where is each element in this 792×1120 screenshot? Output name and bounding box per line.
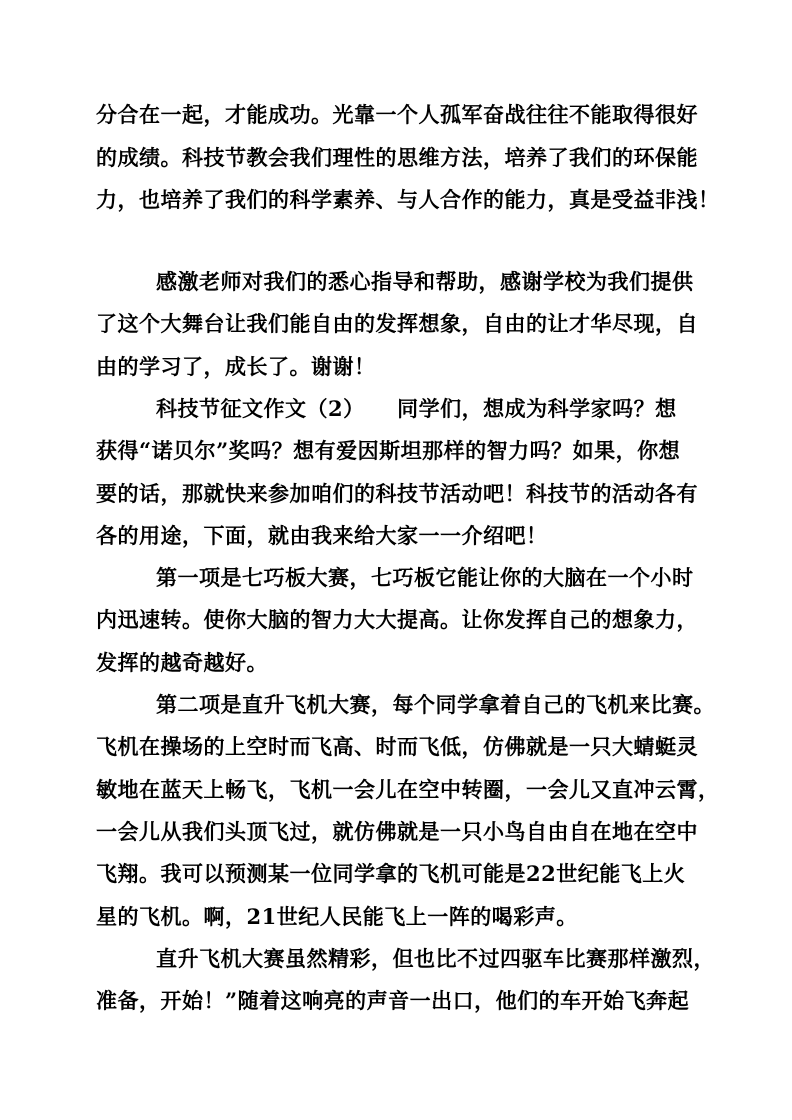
paragraph-line: 各的用途，下面，就由我来给大家一一介绍吧！ <box>96 523 548 548</box>
paragraph-line: 科技节征文作文（2） 同学们，想成为科学家吗？想 <box>156 396 677 421</box>
paragraph-line: 了这个大舞台让我们能自由的发挥想象，自由的让才华尽现，自 <box>96 311 698 336</box>
paragraph-line: 获得“诺贝尔”奖吗？想有爱因斯坦那样的智力吗？如果，你想 <box>96 438 681 463</box>
paragraph-line: 内迅速转。使你大脑的智力大大提高。让你发挥自己的想象力， <box>96 607 698 632</box>
paragraph-line: 飞机在操场的上空时而飞高、时而飞低，仿佛就是一只大蜻蜓灵 <box>96 734 698 759</box>
paragraph-line: 飞翔。我可以预测某一位同学拿的飞机可能是22世纪能飞上火 <box>96 861 686 886</box>
paragraph-line: 直升飞机大赛虽然精彩，但也比不过四驱车比赛那样激烈， <box>156 946 715 971</box>
paragraph-line: 第一项是七巧板大赛，七巧板它能让你的大脑在一个小时 <box>156 565 694 590</box>
paragraph-line: 准备，开始！”随着这响亮的声音一出口，他们的车开始飞奔起 <box>96 988 690 1013</box>
paragraph-line: 要的话，那就快来参加咱们的科技节活动吧！科技节的活动各有 <box>96 481 698 506</box>
paragraph-line: 力，也培养了我们的科学素养、与人合作的能力，真是受益非浅！ <box>96 187 720 212</box>
paragraph-line: 星的飞机。啊，21世纪人民能飞上一阵的喝彩声。 <box>96 904 578 929</box>
paragraph-line: 一会儿从我们头顶飞过，就仿佛就是一只小鸟自由自在地在空中 <box>96 819 698 844</box>
paragraph-line: 分合在一起，才能成功。光靠一个人孤军奋战往往不能取得很好 <box>96 102 698 127</box>
paragraph-line: 发挥的越奇越好。 <box>96 650 268 675</box>
paragraph-line: 的成绩。科技节教会我们理性的思维方法，培养了我们的环保能 <box>96 145 698 170</box>
paragraph-line: 敏地在蓝天上畅飞，飞机一会儿在空中转圈，一会儿又直冲云霄， <box>96 777 720 802</box>
paragraph-line: 第二项是直升飞机大赛，每个同学拿着自己的飞机来比赛。 <box>156 692 715 717</box>
paragraph-line: 感激老师对我们的悉心指导和帮助，感谢学校为我们提供 <box>156 269 694 294</box>
paragraph-line: 由的学习了，成长了。谢谢！ <box>96 354 376 379</box>
